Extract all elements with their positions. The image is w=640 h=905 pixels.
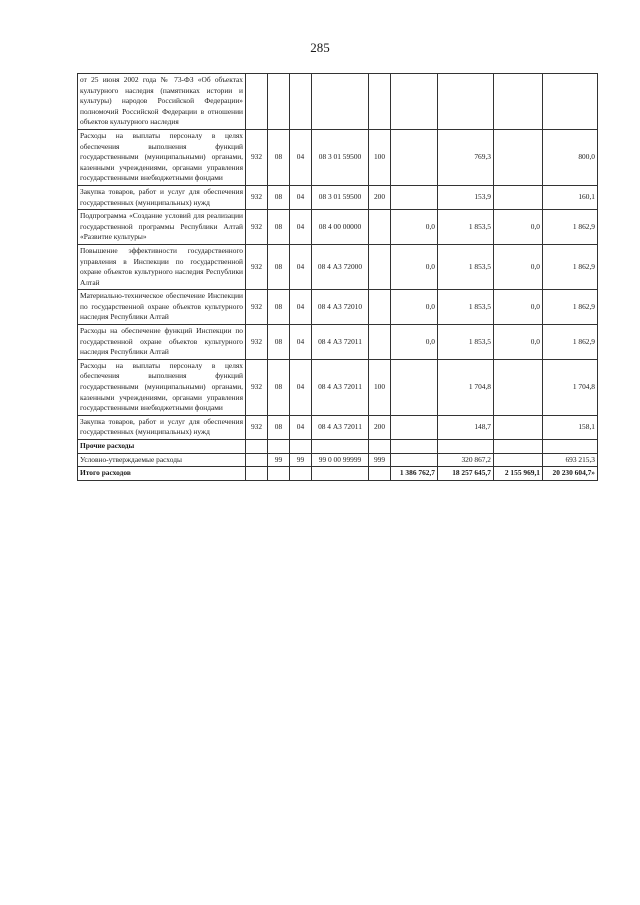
amount-col-3: 2 155 969,1 [494,467,543,481]
amount-col-2: 148,7 [438,415,494,439]
table-row [78,440,598,454]
row-name: Условно-утверждаемые расходы [78,453,246,467]
target-article-code [312,74,369,130]
row-name: Закупка товаров, работ и услуг для обеспечения государственных (муниципальных) нужд [78,415,246,439]
target-article-code: 99 0 00 99999 [312,453,369,467]
row-name: Подпрограмма «Создание условий для реализации государственной программы Республики Алтай «Развитие культуры» [78,210,246,245]
amount-col-4: 693 215,3 [543,453,598,467]
amount-col-1: 0,0 [391,210,438,245]
table-row [78,467,598,481]
amount-col-1 [391,74,438,130]
amount-col-4: 1 704,8 [543,359,598,415]
expense-type-code [369,74,391,130]
amount-col-1 [391,129,438,185]
amount-col-3 [494,185,543,209]
row-name: Расходы на обеспечение функций Инспекции по государственной охране объектов культурного наследия Республики Алтай [78,325,246,360]
budget-table-body [78,74,598,481]
grbs-code [246,453,268,467]
amount-col-1: 0,0 [391,325,438,360]
target-article-code [312,467,369,481]
amount-col-4: 1 862,9 [543,210,598,245]
subsection-code [290,440,312,454]
amount-col-3 [494,415,543,439]
amount-col-1 [391,440,438,454]
amount-col-1 [391,415,438,439]
target-article-code [312,440,369,454]
amount-col-1 [391,453,438,467]
expense-type-code [369,325,391,360]
amount-col-3 [494,440,543,454]
amount-col-2: 1 853,5 [438,244,494,289]
table-row [78,129,598,185]
section-code: 08 [268,244,290,289]
section-code: 08 [268,185,290,209]
amount-col-4: 20 230 604,7» [543,467,598,481]
target-article-code: 08 4 А3 72011 [312,415,369,439]
grbs-code: 932 [246,290,268,325]
amount-col-1: 1 386 762,7 [391,467,438,481]
amount-col-2: 18 257 645,7 [438,467,494,481]
amount-col-4: 1 862,9 [543,290,598,325]
subsection-code: 04 [290,359,312,415]
target-article-code: 08 4 А3 72011 [312,325,369,360]
page-number: 285 [310,40,330,55]
expense-type-code: 100 [369,359,391,415]
amount-col-3 [494,74,543,130]
target-article-code: 08 4 А3 72010 [312,290,369,325]
section-code [268,74,290,130]
subsection-code: 04 [290,244,312,289]
section-code: 08 [268,359,290,415]
expense-type-code [369,210,391,245]
amount-col-3 [494,453,543,467]
table-row [78,210,598,245]
amount-col-2: 1 853,5 [438,290,494,325]
row-name: Расходы на выплаты персоналу в целях обеспечения выполнения функций государственными (муниципальными) органами, казенными учреждениями, органами управления государственными внебюджетными фондами [78,359,246,415]
grbs-code: 932 [246,244,268,289]
row-name: Повышение эффективности государственного управления в Инспекции по государственной охране объектов культурного наследия Республики Алтай [78,244,246,289]
row-name: Материально-техническое обеспечение Инспекции по государственной охране объектов культурного наследия Республики Алтай [78,290,246,325]
row-name: от 25 июня 2002 года № 73-ФЗ «Об объектах культурного наследия (памятниках истории и культуры) народов Российской Федерации» полномочий Российской Федерации в отношении объектов культурного наследия [78,74,246,130]
expense-type-code [369,467,391,481]
amount-col-3: 0,0 [494,244,543,289]
section-code: 99 [268,453,290,467]
subsection-code: 04 [290,210,312,245]
amount-col-1: 0,0 [391,290,438,325]
amount-col-4: 1 862,9 [543,244,598,289]
expense-type-code: 200 [369,415,391,439]
amount-col-3: 0,0 [494,325,543,360]
expense-type-code: 200 [369,185,391,209]
amount-col-4: 158,1 [543,415,598,439]
amount-col-1 [391,185,438,209]
amount-col-3 [494,129,543,185]
amount-col-4: 800,0 [543,129,598,185]
table-row [78,453,598,467]
subsection-code: 04 [290,325,312,360]
expense-type-code: 999 [369,453,391,467]
grbs-code: 932 [246,415,268,439]
target-article-code: 08 3 01 59500 [312,129,369,185]
table-row [78,415,598,439]
grbs-code: 932 [246,359,268,415]
grbs-code: 932 [246,185,268,209]
section-code: 08 [268,210,290,245]
row-name: Прочие расходы [78,440,246,454]
amount-col-4: 1 862,9 [543,325,598,360]
table-row [78,359,598,415]
amount-col-1 [391,359,438,415]
expense-type-code [369,290,391,325]
grbs-code: 932 [246,210,268,245]
target-article-code: 08 4 А3 72000 [312,244,369,289]
target-article-code: 08 4 А3 72011 [312,359,369,415]
row-name: Расходы на выплаты персоналу в целях обеспечения выполнения функций государственными (муниципальными) органами, казенными учреждениями, органами управления государственными внебюджетными фондами [78,129,246,185]
amount-col-3: 0,0 [494,210,543,245]
subsection-code: 04 [290,185,312,209]
grbs-code [246,74,268,130]
amount-col-4: 160,1 [543,185,598,209]
target-article-code: 08 4 00 00000 [312,210,369,245]
table-row [78,74,598,130]
grbs-code [246,467,268,481]
amount-col-4 [543,74,598,130]
amount-col-2: 153,9 [438,185,494,209]
amount-col-2: 769,3 [438,129,494,185]
amount-col-4 [543,440,598,454]
amount-col-2: 1 704,8 [438,359,494,415]
amount-col-2: 320 867,2 [438,453,494,467]
table-row [78,325,598,360]
expense-type-code [369,440,391,454]
expense-type-code [369,244,391,289]
section-code: 08 [268,290,290,325]
target-article-code: 08 3 01 59500 [312,185,369,209]
amount-col-1: 0,0 [391,244,438,289]
budget-table [77,73,598,481]
grbs-code [246,440,268,454]
subsection-code: 04 [290,290,312,325]
subsection-code: 04 [290,129,312,185]
grbs-code: 932 [246,129,268,185]
section-code [268,440,290,454]
amount-col-3 [494,359,543,415]
amount-col-3: 0,0 [494,290,543,325]
section-code [268,467,290,481]
row-name: Закупка товаров, работ и услуг для обеспечения государственных (муниципальных) нужд [78,185,246,209]
subsection-code [290,74,312,130]
section-code: 08 [268,325,290,360]
row-name: Итого расходов [78,467,246,481]
amount-col-2: 1 853,5 [438,325,494,360]
section-code: 08 [268,415,290,439]
subsection-code: 04 [290,415,312,439]
table-row [78,185,598,209]
subsection-code: 99 [290,453,312,467]
amount-col-2: 1 853,5 [438,210,494,245]
amount-col-2 [438,74,494,130]
amount-col-2 [438,440,494,454]
section-code: 08 [268,129,290,185]
expense-type-code: 100 [369,129,391,185]
table-row [78,244,598,289]
subsection-code [290,467,312,481]
grbs-code: 932 [246,325,268,360]
table-row [78,290,598,325]
